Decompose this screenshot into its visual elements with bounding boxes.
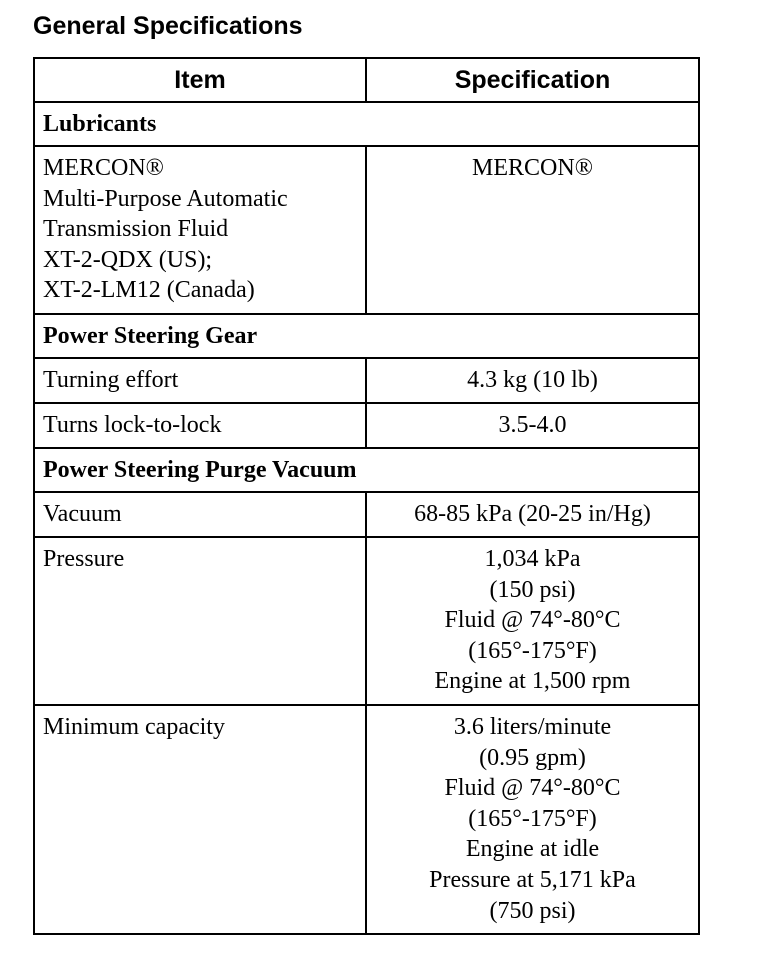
spec-line: Pressure at 5,171 kPa bbox=[429, 866, 636, 893]
table-row bbox=[34, 492, 699, 537]
spec-line: (165°-175°F) bbox=[468, 637, 597, 664]
spec-cell bbox=[366, 146, 699, 314]
section-row-power-steering-purge-vacuum bbox=[34, 448, 699, 492]
spec-cell bbox=[366, 537, 699, 705]
item-cell: Vacuum bbox=[34, 492, 366, 537]
spec-line: Fluid @ 74°-80°C bbox=[444, 607, 621, 634]
table-row bbox=[34, 146, 699, 314]
spec-line: (0.95 gpm) bbox=[479, 744, 586, 771]
item-cell bbox=[34, 146, 366, 314]
spec-cell: 3.5-4.0 bbox=[366, 403, 699, 448]
item-line: XT-2-QDX (US); bbox=[43, 246, 213, 273]
spec-line: Engine at idle bbox=[465, 836, 600, 863]
item-line: MERCON® bbox=[43, 155, 164, 181]
item-line: Multi-Purpose Automatic bbox=[43, 185, 288, 212]
spec-line: (165°-175°F) bbox=[468, 805, 597, 832]
spec-cell: 4.3 kg (10 lb) bbox=[366, 358, 699, 403]
table-row bbox=[34, 537, 699, 705]
section-label: Power Steering Purge Vacuum bbox=[34, 448, 699, 492]
column-header-item: Item bbox=[34, 58, 366, 102]
spec-line: MERCON® bbox=[472, 155, 593, 181]
table-row bbox=[34, 705, 699, 934]
section-label: Lubricants bbox=[34, 102, 699, 146]
table-row bbox=[34, 358, 699, 403]
spec-line: 1,034 kPa bbox=[484, 546, 581, 572]
spec-line: 68-85 kPa (20-25 in/Hg) bbox=[414, 501, 651, 527]
table-header-row bbox=[34, 58, 699, 102]
spec-line: Fluid @ 74°-80°C bbox=[444, 775, 621, 802]
spec-line: Engine at 1,500 rpm bbox=[434, 668, 631, 695]
item-cell: Turning effort bbox=[34, 358, 366, 403]
section-label: Power Steering Gear bbox=[34, 314, 699, 358]
spec-line: (750 psi) bbox=[489, 897, 576, 924]
item-cell: Turns lock-to-lock bbox=[34, 403, 366, 448]
item-line: XT-2-LM12 (Canada) bbox=[43, 277, 255, 304]
spec-line: (150 psi) bbox=[489, 576, 576, 603]
spec-cell bbox=[366, 705, 699, 934]
item-line: Transmission Fluid bbox=[43, 216, 229, 243]
section-row-power-steering-gear bbox=[34, 314, 699, 358]
item-cell: Pressure bbox=[34, 537, 366, 705]
specifications-table bbox=[33, 57, 700, 935]
spec-line: 3.6 liters/minute bbox=[453, 714, 612, 740]
section-row-lubricants bbox=[34, 102, 699, 146]
table-row bbox=[34, 403, 699, 448]
column-header-specification: Specification bbox=[366, 58, 699, 102]
spec-cell bbox=[366, 492, 699, 537]
page-title: General Specifications bbox=[33, 12, 303, 40]
item-cell: Minimum capacity bbox=[34, 705, 366, 934]
